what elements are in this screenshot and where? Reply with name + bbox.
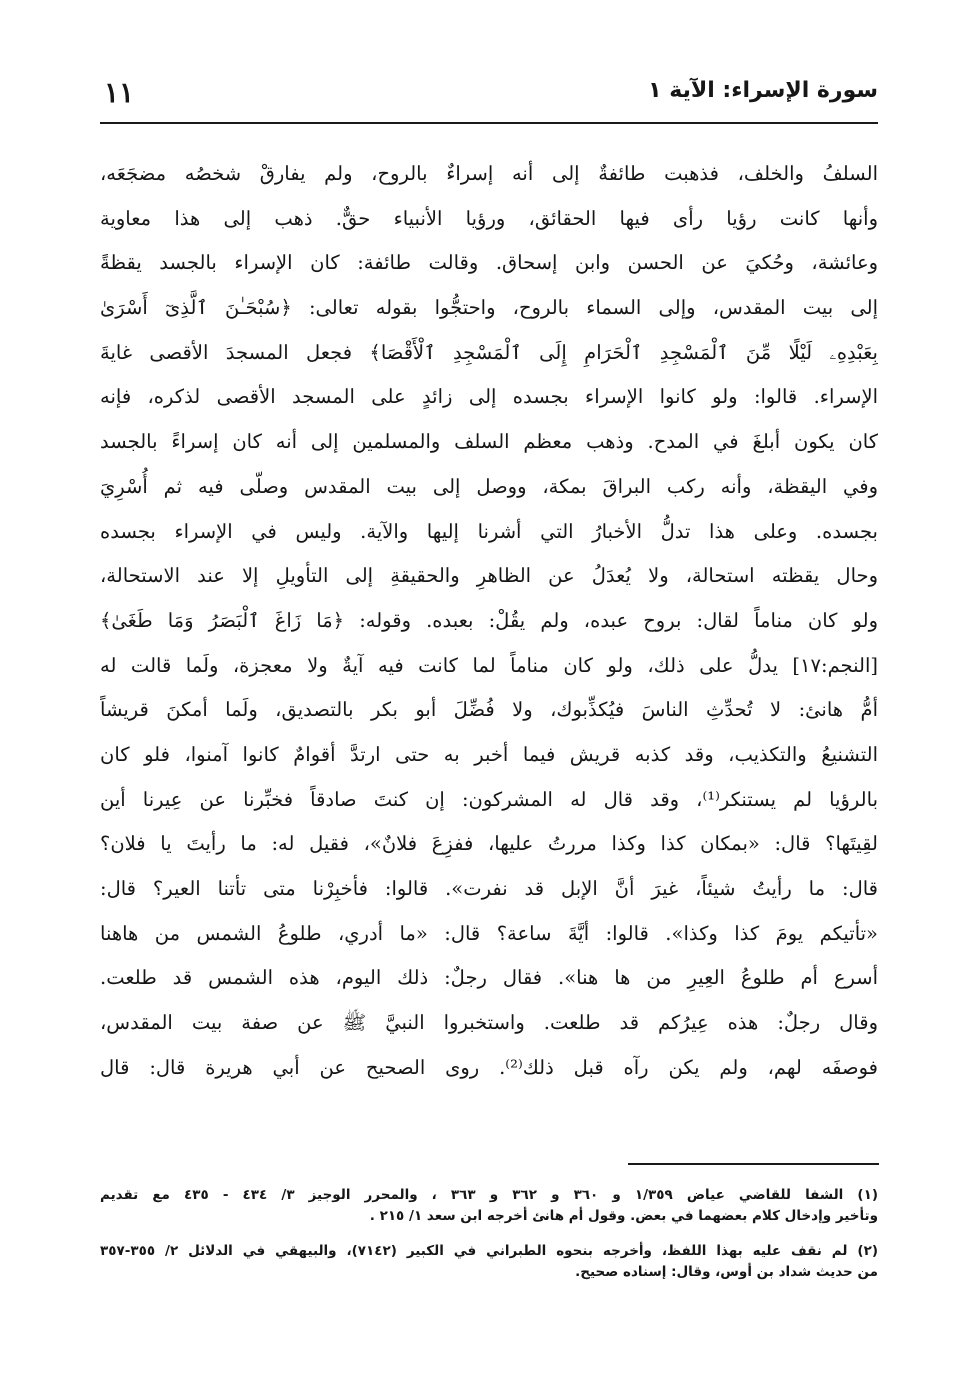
text-line: كان يكون أبلغَ في المدح. وذهب معظم السلف والمسلمين إلى أنه كان إسراءً بالجسد: [100, 430, 878, 454]
running-header: [100, 68, 878, 124]
text-line: قال: ما رأيتُ شيئاً، غيرَ أنَّ الإبل قد نفرت». قالوا: فأخبِرْنا متى تأتنا العير؟ قال:: [100, 877, 878, 900]
text-line: أسرع أم طلوعُ العِيرِ من ها هنا». فقال رجلٌ: ذلك اليوم، هذه الشمس قد طلعت.: [100, 966, 878, 990]
footnote-2-line: (٢) لم نقف عليه بهذا اللفظ، وأخرجه بنحوه الطبراني في الكبير (٧١٤٢)، والبيهقي في الدلائل ٢/ ٣٥٥-٣٥٧: [100, 1243, 878, 1259]
text-line: أمُّ هانئ: لا تُحدِّثِ الناسَ فيُكذِّبوك، ولا فُضِّلَ أبو بكر بالتصديق، ولَما أمكنَ قريشاً: [100, 698, 878, 722]
footnotes: [100, 1185, 878, 1283]
footnote-separator: [628, 1163, 879, 1165]
text-line: إلى بيت المقدس، وإلى السماء بالروح، واحتجُّوا بقوله تعالى: ﴿سُبْحَـٰنَ ٱلَّذِىٓ أَسْرَىٰ: [100, 296, 878, 320]
footnote-1-line: (١) الشفا للقاضي عياض ١/٣٥٩ و ٣٦٠ و ٣٦٢ و ٣٦٣ ، والمحرر الوجيز ٣/ ٤٣٤ - ٤٣٥ مع تقديم: [100, 1187, 878, 1203]
footnote-1-line: وتأخير وإدخال كلام بعضهما في بعض. وقول أم هانئ أخرجه ابن سعد ١/ ٢١٥ .: [369, 1208, 878, 1224]
text-line: وأنها كانت رؤيا رأى فيها الحقائق، ورؤيا الأنبياء حقٌّ. ذهب إلى هذا معاوية: [100, 206, 878, 230]
surah-title: سورة الإسراء: الآية ١: [648, 78, 878, 103]
text-line: السلفُ والخلف، فذهبت طائفةٌ إلى أنه إسراءٌ بالروح، ولم يفارقْ شخصُه مضجَعَه،: [100, 162, 878, 185]
text-line: التشنيعُ والتكذيب، وقد كذبه قريش فيما أخبر به حتى ارتدَّ أقوامٌ كانوا آمنوا، فلو كان: [100, 742, 878, 766]
text-line: «تأتيكم يومَ كذا وكذا». قالوا: أيَّةَ ساعة؟ قال: «ما أدري، طلوعُ الشمس من هاهنا: [100, 921, 878, 945]
text-line: وحال يقظته استحالة، ولا يُعدَلُ عن الظاهرِ والحقيقةِ إلى التأويلِ إلا عند الاستحالة،: [100, 564, 878, 588]
text-line: لقِيتَها؟ قال: «بمكان كذا وكذا مررتُ عليها، ففزِعَ فلانٌ»، فقيل له: ما رأيتَ يا فلان؟: [100, 832, 878, 856]
text-line: بجسده. وعلى هذا تدلُّ الأخبارُ التي أشرنا إليها والآية. وليس في الإسراء بجسده: [100, 519, 878, 543]
text-line: ولو كان مناماً لقال: بروح عبده، ولم يقُلْ: بعبده. وقوله: ﴿مَا زَاغَ ٱلْبَصَرُ وَمَا طَغَىٰ﴾: [100, 608, 878, 632]
text-line: بالرؤيا لم يستنكر⁽¹⁾، وقد قال له المشركون: إن كنتَ صادقاً فخبِّرنا عن عِيرنا أين: [100, 787, 878, 811]
text-line: وعائشة، وحُكيَ عن الحسن وابن إسحاق. وقالت طائفة: كان الإسراء بالجسد يقظةً: [100, 251, 878, 275]
page-number: ١١: [104, 76, 135, 109]
text-line: الإسراء. قالوا: ولو كانوا الإسراء بجسده إلى زائدٍ على المسجد الأقصى لذكره، فإنه: [100, 385, 878, 409]
main-text: [100, 152, 878, 1090]
text-line: وقال رجلٌ: هذه عِيرُكم قد طلعت. واستخبروا النبيَّ ﷺ عن صفة بيت المقدس،: [100, 1011, 878, 1035]
text-line: [النجم:١٧] يدلُّ على ذلك، ولو كان مناماً لما كانت فيه آيةٌ ولا معجزة، ولَما قالت له: [100, 653, 878, 677]
text-line: فوصفَه لهم، ولم يكن رآه قبل ذلك⁽²⁾. روى الصحيح عن أبي هريرة قال: قال: [100, 1055, 878, 1079]
footnote-2-line: من حديث شداد بن أوس، وقال: إسناده صحيح.: [575, 1264, 878, 1280]
text-line: وفي اليقظة، وأنه ركب البراقَ بمكة، ووصل إلى بيت المقدس وصلّى فيه ثم أُسْرِيَ: [100, 474, 878, 498]
text-line: بِعَبْدِهِۦ لَيْلًا مِّنَ ٱلْمَسْجِدِ ٱلْحَرَامِ إِلَى ٱلْمَسْجِدِ ٱلْأَقْصَا﴾ فجعل المسجدَ الأقصى غايةَ: [100, 340, 878, 364]
